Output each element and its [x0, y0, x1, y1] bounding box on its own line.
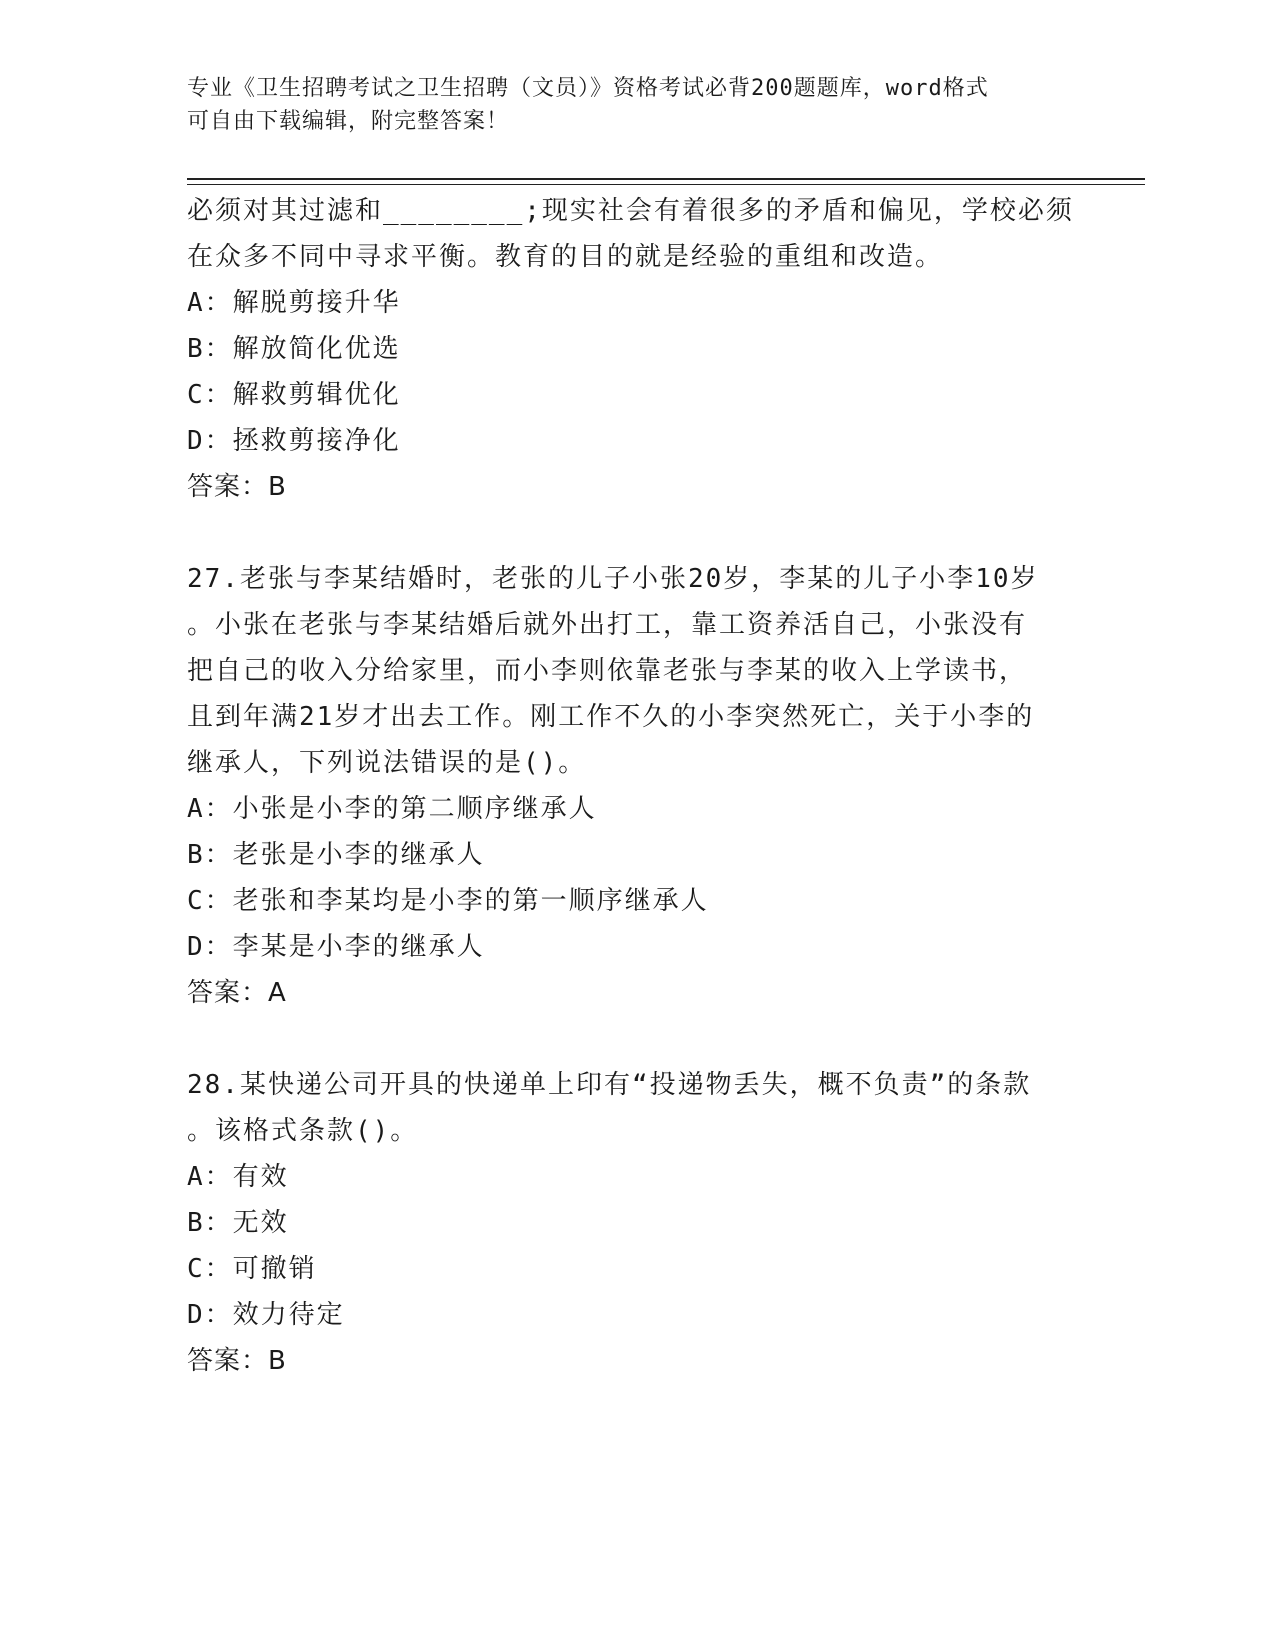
- question-text-line: 28.某快递公司开具的快递单上印有“投递物丢失，概不负责”的条款: [187, 1070, 1032, 1100]
- question-text-line: 且到年满21岁才出去工作。刚工作不久的小李突然死亡，关于小李的: [187, 702, 1035, 732]
- option-a: A：解脱剪接升华: [187, 288, 401, 318]
- question-block: [187, 556, 1087, 1016]
- question-block: [187, 188, 1087, 510]
- answer-line: 答案：B: [187, 472, 287, 502]
- question-spacer: [187, 1016, 1087, 1062]
- question-text-line: 必须对其过滤和________;现实社会有着很多的矛盾和偏见，学校必须: [187, 196, 1074, 226]
- option-b: B：老张是小李的继承人: [187, 840, 485, 870]
- option-b: B：无效: [187, 1208, 289, 1238]
- question-text-line: 继承人，下列说法错误的是()。: [187, 748, 587, 778]
- option-c: C：老张和李某均是小李的第一顺序继承人: [187, 886, 709, 916]
- option-c: C：可撤销: [187, 1254, 317, 1284]
- question-text-line: 把自己的收入分给家里，而小李则依靠老张与李某的收入上学读书，: [187, 656, 1028, 686]
- option-d: D：李某是小李的继承人: [187, 932, 485, 962]
- header-line-1: 专业《卫生招聘考试之卫生招聘（文员）》资格考试必背200题题库，word格式: [187, 76, 989, 101]
- question-spacer: [187, 510, 1087, 556]
- question-text-line: 。该格式条款()。: [187, 1116, 419, 1146]
- answer-line: 答案：A: [187, 978, 287, 1008]
- answer-line: 答案：B: [187, 1346, 287, 1376]
- option-a: A：有效: [187, 1162, 289, 1192]
- question-text-line: 。小张在老张与李某结婚后就外出打工，靠工资养活自己，小张没有: [187, 610, 1028, 640]
- question-text-line: 27.老张与李某结婚时，老张的儿子小张20岁，李某的儿子小李10岁: [187, 564, 1039, 594]
- option-c: C：解救剪辑优化: [187, 380, 401, 410]
- header-rule-thin: [187, 184, 1145, 185]
- option-b: B：解放简化优选: [187, 334, 401, 364]
- option-a: A：小张是小李的第二顺序继承人: [187, 794, 597, 824]
- question-block: [187, 1062, 1087, 1384]
- header-line-2: 可自由下载编辑，附完整答案！: [187, 109, 510, 134]
- question-list: [187, 188, 1087, 1384]
- question-text-line: 在众多不同中寻求平衡。教育的目的就是经验的重组和改造。: [187, 242, 944, 272]
- option-d: D：效力待定: [187, 1300, 345, 1330]
- document-header: [187, 72, 1067, 138]
- option-d: D：拯救剪接净化: [187, 426, 401, 456]
- header-rule-thick: [187, 178, 1145, 180]
